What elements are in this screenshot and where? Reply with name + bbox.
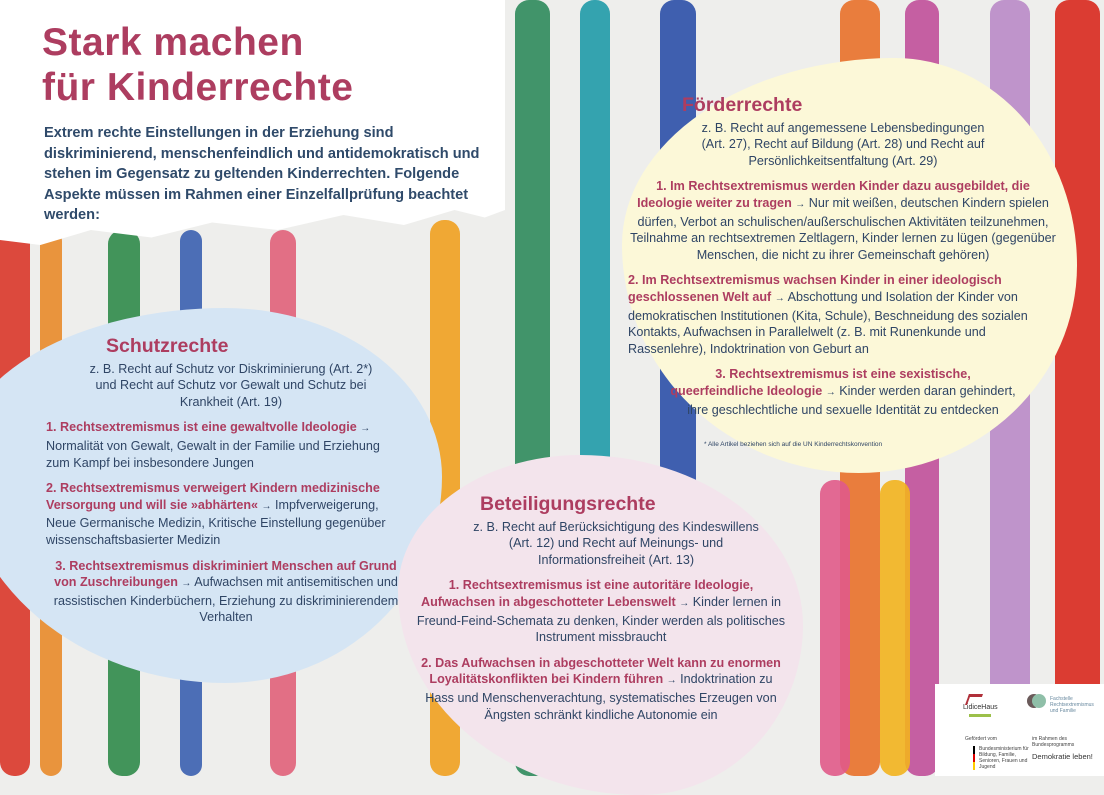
title-line-1: Stark machen bbox=[42, 21, 304, 64]
rahmen-label: im Rahmen des Bundesprogramms bbox=[1032, 736, 1075, 748]
foerderrechte-item-2: 2. Im Rechtsextremismus wachsen Kinder in einer ideologisch geschlossenen Welt auf → Abschottung und Isolation der Kinder von demokratischen Institutionen (Kita, Schule), Beschneidung des sozialen Kontakts, Aufwachsen in Parallelwelt (z. B. mit Runenkunde und Rassenlehre), Indoktrination von Geburt an bbox=[628, 273, 1028, 356]
ministerium-logo: Bundesministerium für Bildung, Familie, Senioren, Frauen und Jugend bbox=[979, 746, 1029, 770]
page-title bbox=[42, 20, 353, 110]
foerderrechte-example: z. B. Recht auf angemessene Lebensbedingungen (Art. 27), Recht auf Bildung (Art. 28) und Recht auf Persönlichkeitsentfaltung (Art. 29) bbox=[701, 120, 985, 168]
sponsor-logos bbox=[935, 684, 1104, 776]
beteiligungsrechte-item-2: 2. Das Aufwachsen in abgeschotteter Welt kann zu enormen Loyalitätskonflikten bei Kindern führen → Indoktrination zu Hass und Menschenverachtung, systematisches Erzeugen von Ängsten schränkt kindliche Autonomie ein bbox=[421, 655, 781, 722]
foerderrechte-item-1: 1. Im Rechtsextremismus werden Kinder dazu ausgebildet, die Ideologie weiter zu tragen → Nur mit weißen, deutschen Kindern spielen dürfen, Verbot an schulischen/außerschulischen Aktivitäten teilzunehmen, Teilnahme an rechtsextremen Zeltlagern, Kinder lernen zu lügen (gegenüber Menschen, die nicht zu ihrer Gemeinschaft gehören) bbox=[630, 179, 1056, 262]
beteiligungsrechte-section bbox=[416, 493, 786, 732]
fachstelle-logo: Fachstelle Rechtsextremismus und Familie bbox=[1050, 696, 1094, 714]
schutzrechte-example: z. B. Recht auf Schutz vor Diskriminierung (Art. 2*) und Recht auf Schutz vor Gewalt und Schutz bei Krankheit (Art. 19) bbox=[89, 361, 373, 409]
schutzrechte-section bbox=[46, 335, 406, 635]
gefoerdert-label: Gefördert vom bbox=[965, 736, 997, 742]
foerderrechte-item-3: 3. Rechtsextremismus ist eine sexistische, queerfeindliche Ideologie → Kinder werden daran gehindert, ihre geschlechtliche und sexuelle Identität zu entdecken bbox=[670, 367, 1016, 417]
federal-eagle-flag-icon bbox=[973, 746, 975, 770]
schutzrechte-heading: Schutzrechte bbox=[106, 335, 229, 357]
intro-text: Extrem rechte Einstellungen in der Erziehung sind diskriminierend, menschenfeindlich und antidemokratisch und stehen im Gegensatz zu geltenden Kinderrechten. Folgende Aspekte müssen im Rahmen einer Einzelfallprüfung beachtet werden: bbox=[44, 125, 480, 223]
beteiligungsrechte-heading: Beteiligungsrechte bbox=[480, 493, 656, 515]
schutzrechte-item-3: 3. Rechtsextremismus diskriminiert Menschen auf Grund von Zuschreibungen → Aufwachsen mit antisemitischen und rassistischen Kinderbüchern, Erziehung zu diskriminierendem Verhalten bbox=[53, 558, 399, 625]
foerderrechte-heading: Förderrechte bbox=[682, 94, 803, 116]
schutzrechte-item-2: 2. Rechtsextremismus verweigert Kindern medizinische Versorgung und will sie »abhärten« → Impfverweigerung, Neue Germanische Medizin, Kritische Einstellung gegenüber wissenschaftsbasierter Medizin bbox=[46, 481, 386, 547]
beteiligungsrechte-example: z. B. Recht auf Berücksichtigung des Kindeswillens (Art. 12) und Recht auf Meinungs- und Informationsfreiheit (Art. 13) bbox=[473, 519, 759, 567]
schutzrechte-item-1: 1. Rechtsextremismus ist eine gewaltvolle Ideologie → Normalität von Gewalt, Gewalt in der Familie und Erziehung zum Kampf bei insbesondere Jungen bbox=[46, 420, 380, 470]
title-line-2: für Kinderrechte bbox=[42, 66, 354, 109]
demokratie-leben-logo: Demokratie leben! bbox=[1032, 752, 1093, 761]
foerderrechte-section bbox=[628, 94, 1058, 427]
fachstelle-heart-icon bbox=[1032, 694, 1046, 708]
lidicehaus-logo: LidiceHaus bbox=[963, 704, 998, 711]
beteiligungsrechte-item-1: 1. Rechtsextremismus ist eine autoritäre Ideologie, Aufwachsen in abgeschotteter Lebenswelt → Kinder lernen in Freund-Feind-Schemata zu denken, Kinder werden als politisches Instrument missbraucht bbox=[416, 578, 786, 645]
footnote: * Alle Artikel beziehen sich auf die UN Kinderrechtskonvention bbox=[704, 441, 883, 448]
lidicehaus-bar bbox=[969, 714, 991, 717]
